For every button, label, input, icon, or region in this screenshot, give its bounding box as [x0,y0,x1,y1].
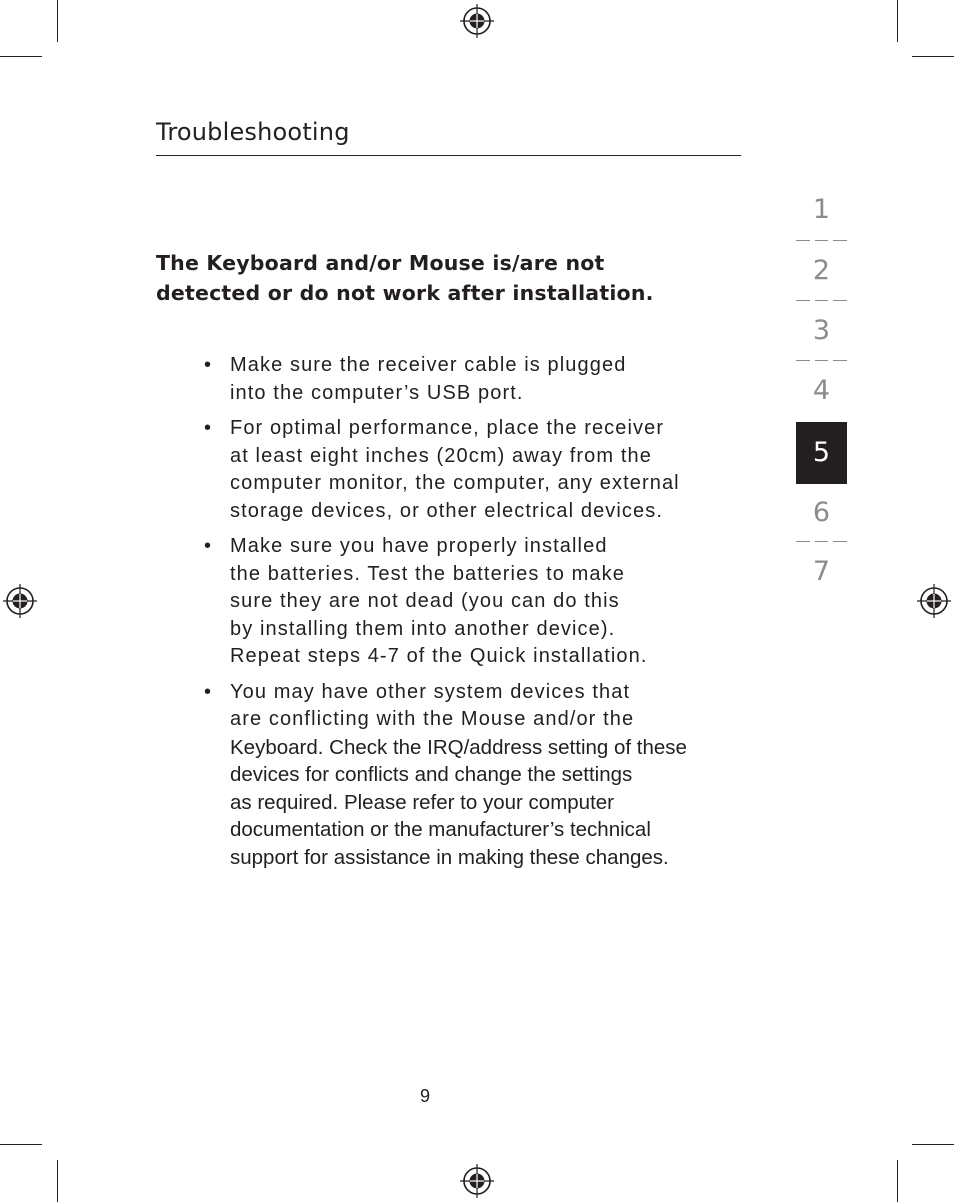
chapter-tab-4: 4 [812,375,831,406]
crop-mark [57,0,58,42]
list-item-line: sure they are not dead (you can do this [230,590,620,612]
crop-mark [57,1160,58,1202]
bullet-icon: • [204,680,213,703]
chapter-tab-6: 6 [812,497,831,528]
list-item-line: at least eight inches (20cm) away from the [230,444,652,467]
list-item-line: Make sure you have properly installed [230,535,608,557]
crop-mark [0,56,42,57]
list-item-line: You may have other system devices that [230,680,631,703]
registration-mark-icon [917,584,951,618]
list-item-line: the batteries. Test the batteries to make [230,562,625,585]
list-item-line: devices for conflicts and change the settings [230,763,633,786]
chapter-tab-2: 2 [812,255,831,286]
list-item-line: support for assistance in making these changes. [230,845,669,869]
crop-mark [912,56,954,57]
list-item-line: documentation or the manufacturer’s technical [230,818,651,841]
list-item [204,352,764,407]
list-item-line: are conflicting with the Mouse and/or the [230,708,635,730]
registration-mark-icon [460,4,494,38]
list-item-line: into the computer’s USB port. [230,381,524,404]
problem-heading [156,248,716,308]
registration-mark-icon [460,1164,494,1198]
title-divider [156,155,741,156]
problem-heading-line: detected or do not work after installation. [156,281,654,305]
crop-mark [912,1144,954,1145]
list-item-line: as required. Please refer to your computer [230,790,614,814]
registration-mark-icon [3,584,37,618]
chapter-tab-5-active: 5 [796,422,847,484]
bullet-icon: • [204,354,213,376]
list-item-line: Keyboard. Check the IRQ/address setting of these [230,735,687,759]
list-item [204,415,764,525]
page-number: 9 [419,1086,430,1106]
solution-list [204,352,764,879]
list-item-line: storage devices, or other electrical devices. [230,499,664,522]
bullet-icon: • [204,535,213,557]
list-item [204,679,764,872]
chapter-tab-7: 7 [812,556,831,587]
section-title: Troubleshooting [156,118,350,146]
crop-mark [897,1160,898,1202]
problem-heading-line: The Keyboard and/or Mouse is/are not [156,251,605,275]
list-item [204,533,764,671]
bullet-icon: • [204,417,213,439]
chapter-tab-1: 1 [812,194,831,225]
chapter-tab-3: 3 [812,315,831,346]
crop-mark [0,1144,42,1145]
list-item-line: by installing them into another device). [230,617,616,640]
crop-mark [897,0,898,42]
list-item-line: Make sure the receiver cable is plugged [230,354,627,376]
list-item-line: computer monitor, the computer, any external [230,472,680,494]
list-item-line: Repeat steps 4-7 of the Quick installation. [230,645,648,667]
list-item-line: For optimal performance, place the receiver [230,417,665,439]
